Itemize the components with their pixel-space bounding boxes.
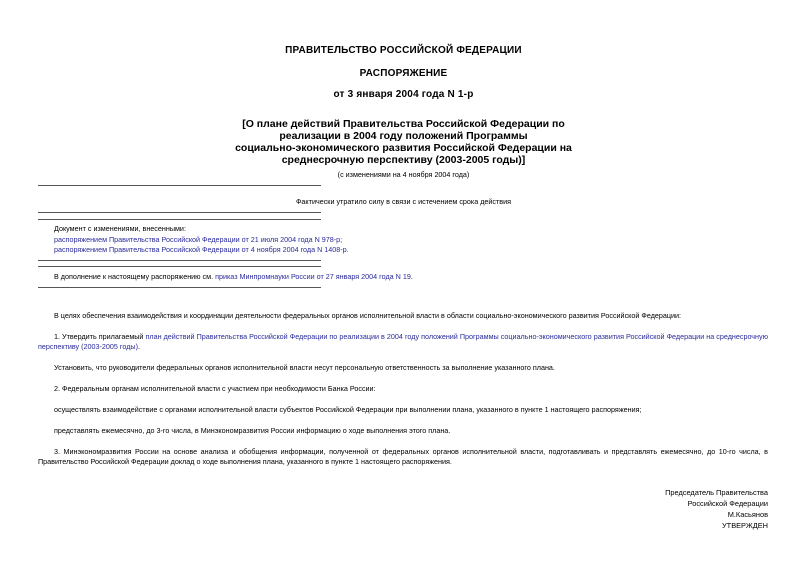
divider [38,185,321,186]
plan-link[interactable]: план действий Правительства Российской Федерации по реализации в 2004 году положений Программы социально-экономического развития Российской Федерации на среднесрочную перспективу (2003-2005 годы) [38,332,768,351]
amendment-link[interactable]: распоряжением Правительства Российской Федерации от 21 июля 2004 года N 978-р; [54,234,343,244]
approved-label: УТВЕРЖДЕН [721,521,768,530]
document-type: РАСПОРЯЖЕНИЕ [359,68,448,79]
supplement-text: В дополнение к настоящему распоряжению см. [54,272,214,281]
amendment-link[interactable]: распоряжением Правительства Российской Федерации от 4 ноября 2004 года N 1408-р. [54,245,349,254]
divider [38,260,321,261]
changes-block [54,224,349,256]
preamble-paragraph: В целях обеспечения взаимодействия и координации деятельности федеральных органов исполнительной власти в области социально-экономического развития Российской Федерации: [54,311,682,320]
paragraph-1b: Установить, что руководители федеральных органов исполнительной власти несут персональную ответственность за выполнение указанного плана. [54,363,555,372]
supplement-end: . [410,272,413,281]
divider [38,219,321,220]
signature-block [665,487,768,531]
title-line: реализации в 2004 году положений Программы [279,130,528,142]
government-heading: ПРАВИТЕЛЬСТВО РОССИЙСКОЙ ФЕДЕРАЦИИ [285,45,522,56]
supplement-note [54,272,413,281]
divider [38,287,321,288]
paragraph-1 [38,332,768,352]
title-line: социально-экономического развития Российской Федерации на [235,142,572,154]
paragraph-2: 2. Федеральным органам исполнительной власти с участием при необходимости Банка России: [54,384,376,393]
title-line: [О плане действий Правительства Российской Федерации по [242,118,565,130]
divider [38,212,321,213]
paragraph-2b: представлять ежемесячно, до 3-го числа, в Минэкономразвития России информацию о ходе выполнения этого плана. [54,426,451,435]
paragraph-3: 3. Минэкономразвития России на основе анализа и обобщения информации, полученной от федеральных органов исполнительной власти, подготавливать и представлять ежемесячно, до 10-го числа, в Правительство Российской Федерации доклад о ходе выполнения плана, указанного в пункте 1 настоящего распоряжения. [38,447,768,466]
status-note: Фактически утратило силу в связи с истечением срока действия [295,197,512,206]
paragraph-1-end: . [137,342,140,351]
signature-country: Российской Федерации [687,499,768,508]
divider [38,266,321,267]
document-title [0,118,807,166]
supplement-link[interactable]: приказ Минпромнауки России от 27 января 2004 года N 19 [215,272,411,281]
paragraph-2a: осуществлять взаимодействие с органами исполнительной власти субъектов Российской Федерации при выполнении плана, указанного в пункте 1 настоящего распоряжения; [54,405,642,414]
amendment-note: (с изменениями на 4 ноября 2004 года) [337,170,470,179]
changes-intro: Документ с изменениями, внесенными: [54,224,186,233]
document-date-number: от 3 января 2004 года N 1-р [333,89,474,100]
signature-title: Председатель Правительства [665,488,768,497]
title-line: среднесрочную перспективу (2003-2005 годы)] [281,154,526,166]
signature-name: М.Касьянов [727,510,768,519]
paragraph-1-start: 1. Утвердить прилагаемый [54,332,144,341]
